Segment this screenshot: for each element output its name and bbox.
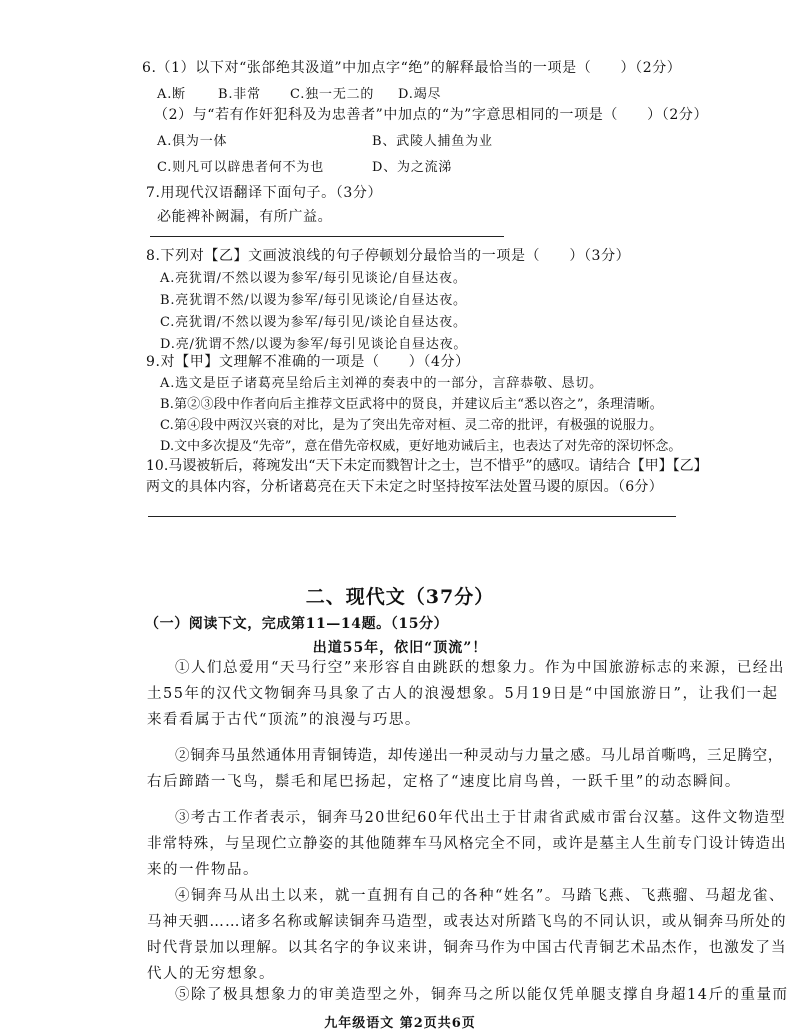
q8-option-b: B.亮犹谓不然/以谡为参军/每引见谈论/自昼达夜。 — [160, 293, 467, 308]
paragraph-line: ④铜奔马从出土以来，就一直拥有自己的各种“姓名”。马踏飞燕、飞燕骝、马超龙雀、 — [175, 888, 785, 904]
q8-option-c: C.亮犹谓/不然以谡为参军/每引见/谈论自昼达夜。 — [160, 315, 467, 330]
paragraph-line: ①人们总爱用“天马行空”来形容自由跳跃的想象力。作为中国旅游标志的来源，已经出 — [175, 660, 785, 676]
q6-2-option-c: C.则凡可以辟患者何不为也 — [157, 160, 325, 175]
q7-stem: 7.用现代汉语翻译下面句子。（3分） — [146, 185, 383, 201]
q9-option-b: B.第②③段中作者向后主推荐文臣武将中的贤良，并建议后主“悉以咨之”，条理清晰。 — [160, 397, 663, 412]
paragraph-line: 来看看属于古代“顶流”的浪漫与巧思。 — [147, 712, 421, 728]
paragraph-line: 右后蹄踏一飞鸟，鬃毛和尾巴扬起，定格了“速度比肩鸟兽，一跃千里”的动态瞬间。 — [147, 774, 741, 790]
q6-stem-2: （2）与“若有作奸犯科及为忠善者”中加点的“为”字意思相同的一项是（ ）（2分） — [154, 107, 709, 123]
q8-stem: 8.下列对【乙】文画波浪线的句子停顿划分最恰当的一项是（ ）（3分） — [146, 248, 631, 264]
q6-2-option-b: B、武陵人捕鱼为业 — [372, 134, 493, 149]
q9-option-d: D.文中多次提及“先帝”，意在借先帝权威，更好地劝诫后主，也表达了对先帝的深切怀念。 — [160, 439, 682, 454]
section-title: 二、现代文（37分） — [305, 586, 495, 608]
paragraph-line: ③考古工作者表示，铜奔马20世纪60年代出土于甘肃省武威市雷台汉墓。这件文物造型 — [175, 810, 786, 826]
section-subtitle: （一）阅读下文，完成第11—14题。（15分） — [145, 616, 449, 632]
q8-option-d: D.亮/犹谓不然/以谡为参军/每引见谈论自昼达夜。 — [160, 337, 468, 352]
page-footer: 九年级语文 第2页共6页 — [324, 1016, 476, 1031]
q9-option-a: A.选文是臣子诸葛亮呈给后主刘禅的奏表中的一部分，言辞恭敬、恳切。 — [160, 376, 603, 391]
q7-answer-line — [150, 236, 504, 237]
paragraph-line: ②铜奔马虽然通体用青铜铸造，却传递出一种灵动与力量之感。马儿昂首嘶鸣，三足腾空， — [175, 748, 783, 764]
paragraph-line: 来的一件物品。 — [147, 862, 259, 878]
paragraph-line: 土55年的汉代文物铜奔马具象了古人的浪漫想象。5月19日是“中国旅游日”，让我们一起 — [147, 686, 779, 702]
q8-option-a: A.亮犹谓/不然以谡为参军/每引见谈论/自昼达夜。 — [160, 271, 467, 286]
q10-answer-line — [148, 516, 676, 517]
q6-2-option-d: D、为之流涕 — [372, 160, 453, 175]
q6-option-c: C.独一无二的 — [290, 87, 375, 102]
paragraph-line: 马神天驷……诸多名称或解读铜奔马造型，或表达对所踏飞鸟的不同认识，或从铜奔马所处的 — [147, 914, 787, 930]
q6-2-option-a: A.俱为一体 — [157, 134, 228, 149]
q9-stem: 9.对【甲】文理解不准确的一项是（ ）（4分） — [146, 354, 470, 370]
q6-option-a: A.断 — [157, 87, 186, 102]
q10-line-2: 两文的具体内容，分析诸葛亮在天下未定之时坚持按军法处置马谡的原因。（6分） — [146, 479, 664, 495]
paragraph-line: ⑤除了极具想象力的审美造型之外，铜奔马之所以能仅凭单腿支撑自身超14斤的重量而 — [175, 987, 789, 1003]
q6-option-b: B.非常 — [218, 87, 261, 102]
q9-option-c: C.第④段中两汉兴衰的对比，是为了突出先帝对桓、灵二帝的批评，有极强的说服力。 — [160, 418, 663, 433]
q10-line-1: 10.马谡被斩后，蒋琬发出“天下未定而戮智计之士，岂不惜乎”的感叹。请结合【甲】【乙】 — [146, 458, 708, 474]
q7-sentence: 必能裨补阙漏，有所广益。 — [157, 209, 333, 225]
paragraph-line: 代人的无穷想象。 — [147, 966, 275, 982]
paragraph-line: 非常特殊，与呈现伫立静姿的其他随葬车马风格完全不同，或许是墓主人生前专门设计铸造出 — [147, 836, 787, 852]
q6-stem-1: 6.（1）以下对“张郃绝其汲道”中加点字“绝”的解释最恰当的一项是（ ）（2分） — [142, 60, 682, 76]
article-title: 出道55年，依旧“顶流”！ — [312, 640, 488, 656]
q6-option-d: D.竭尽 — [398, 87, 442, 102]
paragraph-line: 时代背景加以理解。以其名字的争议来讲，铜奔马作为中国古代青铜艺术品杰作，也激发了当 — [147, 940, 787, 956]
